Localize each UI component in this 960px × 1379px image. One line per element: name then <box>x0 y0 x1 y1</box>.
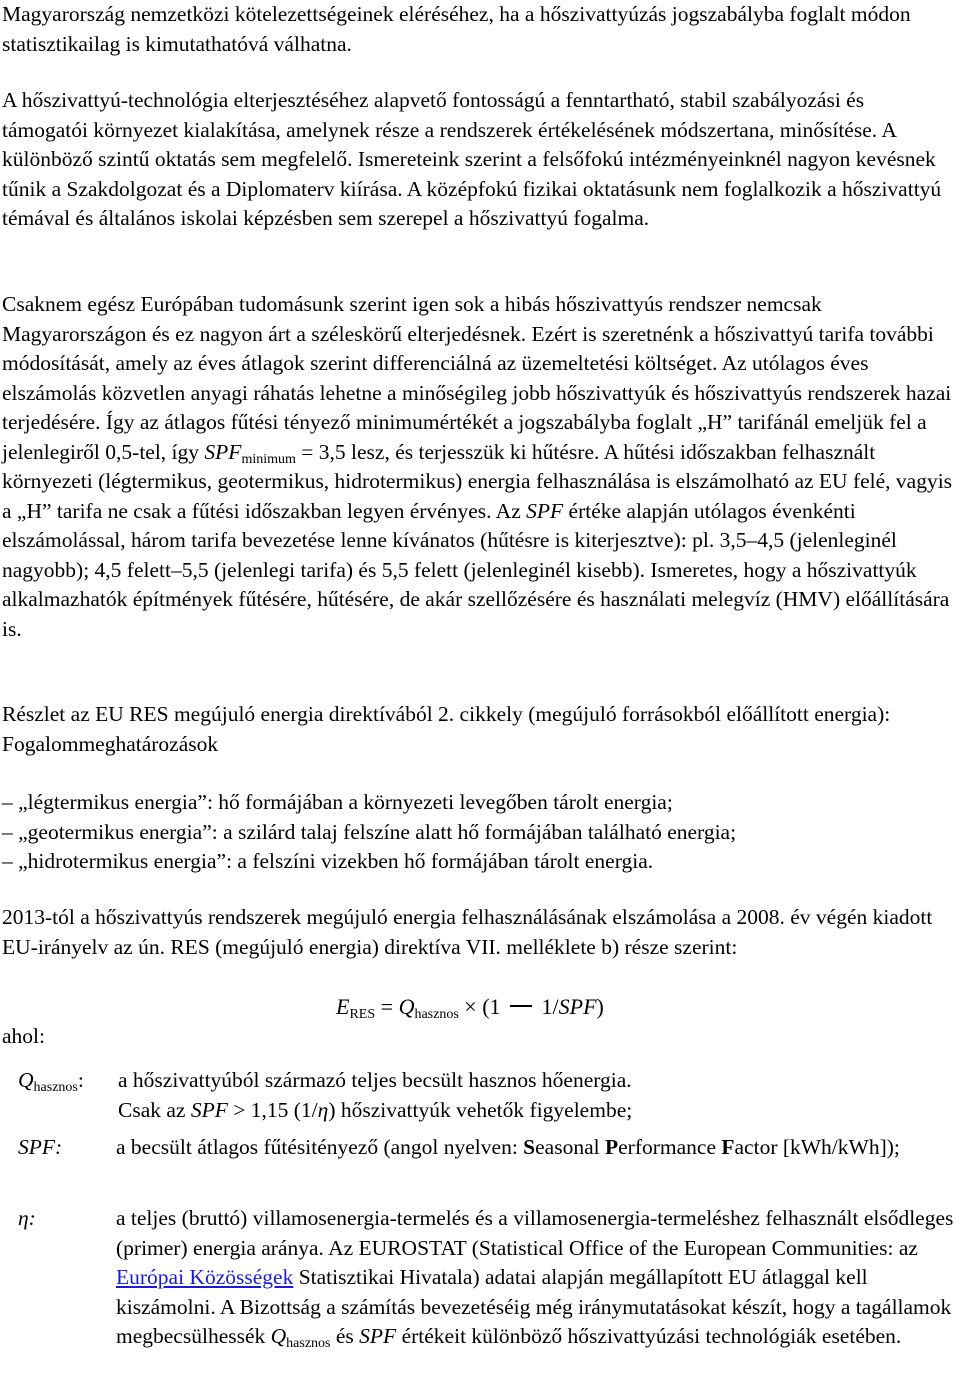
spf-text-d: actor [kWh/kWh]); <box>734 1135 900 1159</box>
paragraph-tariff <box>2 290 956 644</box>
formula-q-sub: hasznos <box>414 1007 459 1022</box>
tariff-text-b: = 3,5 lesz, és terjesszük ki hűtésre. A hűtési időszakban felhasznált környezeti (légtermikus, geotermikus, hidrotermikus) energia felhasználása is elszámolható az EU felé, vagyis a „H” tarifa ne csak a fűtési időszakban legyen érvényes. Az <box>2 439 953 523</box>
formula-e: E <box>336 994 350 1019</box>
eta-text-b: Statisztikai Hivatala) adatai alapján megállapított EU átlaggal kell kiszámolni. A Bizottság a számítás bevezetéséig még iránymutatásokat készít, hogy a tagállamok megbecsülhessék <box>116 1265 952 1348</box>
minus-sign <box>510 1005 532 1007</box>
definition-q-line2 <box>118 1096 958 1126</box>
formula-e-sub: RES <box>349 1007 376 1022</box>
res-formula <box>336 992 604 1022</box>
spf-letter-s: S <box>523 1135 536 1159</box>
eta-q: Q <box>270 1324 287 1348</box>
spf-text-b: easonal <box>535 1135 605 1159</box>
paragraph-intro: Magyarország nemzetközi kötelezettségeinek eléréséhez, ha a hőszivattyúzás jogszabályba foglalt módon statisztikailag is kimutathatóvá válhatna. <box>2 2 911 56</box>
formula-times: × (1 <box>458 994 507 1019</box>
eta-spf: SPF <box>359 1324 397 1348</box>
q-line2-spf: SPF <box>190 1097 228 1122</box>
spf-subscript: minimum <box>241 451 296 467</box>
definition-q-line1: a hőszivattyúból származó teljes becsült hasznos hőenergia. <box>118 1068 632 1092</box>
term-eta-label: η: <box>18 1206 36 1230</box>
formula-spf: SPF <box>558 994 597 1019</box>
paragraph-res-accounting: 2013-tól a hőszivattyús rendszerek megújuló energia felhasználásának elszámolása a 2008. év végén kiadott EU-irányelv az ún. RES (megújuló energia) direktíva VII. melléklete b) része szerint: <box>2 905 933 959</box>
list-item: – „geotermikus energia”: a szilárd talaj felszíne alatt hő formájában található energia; <box>2 819 737 844</box>
tariff-text-a: Csaknem egész Európában tudomásunk szerint igen sok a hibás hőszivattyús rendszer nemcsak Magyarországon és ez nagyon árt a széleskörű elterjedésnek. Ezért is szeretnénk a hőszivattyú tarifa további módosítását, amely az éves átlagok szerint differenciálná az üzemeltetési költséget. Az utólagos éves elszámolás közvetlen anyagi ráhatás lehetne a minőségileg jobb hőszivattyúk és hőszivattyús rendszerek hazai terjedésére. Így az átlagos fűtési tényező minimumértékét a jogszabályba foglalt „H” tarifánál emeljük fel a jelenlegiről 0,5-tel, így <box>2 292 952 464</box>
eta-text-d: értékeit különböző hőszivattyúzási technológiák esetében. <box>396 1324 902 1348</box>
term-q-sub: hasznos <box>33 1080 78 1095</box>
spf-text-c: erformance <box>618 1135 722 1159</box>
term-eta <box>18 1204 36 1234</box>
directive-intro: Részlet az EU RES megújuló energia direktívából 2. cikkely (megújuló forrásokból előállított energia): <box>2 702 891 726</box>
eta-text-a: a teljes (bruttó) villamosenergia-termelés és a villamosenergia-termeléshez felhasznált elsődleges (primer) energia aránya. Az EUROSTAT (Statistical Office of the European Communities: az <box>116 1206 954 1260</box>
q-line2-eta: η <box>317 1097 329 1122</box>
term-spf <box>18 1133 62 1163</box>
term-q-hasznos <box>18 1066 84 1096</box>
spf-letter-p: P <box>604 1135 619 1159</box>
definition-eta <box>116 1204 956 1352</box>
formula-close: ) <box>596 994 604 1019</box>
ahol-label: ahol: <box>2 1024 45 1048</box>
formula-rest: 1/ <box>536 994 559 1019</box>
eta-q-sub: hasznos <box>286 1336 331 1351</box>
tariff-text-c: értéke alapján utólagos évenkénti elszámolással, három tarifa bevezetése lenne kívánatos (hűtésre is kiterjesztve): pl. 3,5–4,5 (jelenleginél nagyobb); 4,5 felett–5,5 (jelenlegi tarifa) és 5,5 felett (jelenleginél kisebb). Ismeretes, hogy a hőszivattyúk alkalmazhatók építmények fűtésére, hűtésére, de akár szellőzésére és használati melegvíz (HMV) előállítására is. <box>2 498 950 641</box>
term-q: Q <box>18 1068 34 1092</box>
spf-letter-f: F <box>721 1135 735 1159</box>
spf-symbol: SPF <box>526 498 564 523</box>
definition-spf <box>116 1133 956 1163</box>
spf-text-a: a becsült átlagos fűtésitényező (angol nyelven: <box>116 1135 524 1159</box>
eu-communities-link[interactable]: Európai Közösségek <box>116 1265 294 1289</box>
q-line2-c: ) hőszivattyúk vehetők figyelembe; <box>328 1097 633 1122</box>
formula-eq: = <box>375 994 399 1019</box>
q-line2-b: > 1,15 (1/ <box>227 1097 318 1122</box>
directive-excerpt <box>2 700 956 759</box>
list-item: – „légtermikus energia”: hő formájában a környezeti levegőben tárolt energia; <box>2 790 673 814</box>
term-spf-label: SPF: <box>18 1135 63 1159</box>
definition-q-hasznos <box>118 1066 958 1125</box>
spf-symbol: SPF <box>204 439 242 464</box>
term-q-colon: : <box>77 1068 84 1092</box>
eta-text-c: és <box>330 1324 360 1348</box>
q-line2-a: Csak az <box>118 1097 191 1122</box>
paragraph-technology: A hőszivattyú-technológia elterjesztéséhez alapvető fontosságú a fenntartható, stabil szabályozási és támogatói környezet kialakítása, amelynek része a rendszerek értékelésének módszertana, minősítése. A különböző szintű oktatás sem megfelelő. Ismereteink szerint a felsőfokú intézményeinknél nagyon kevésnek tűnik a Szakdolgozat és a Diplomaterv kiírása. A középfokú fizikai oktatásunk nem foglalkozik a hőszivattyú témával és általános iskolai képzésben sem szerepel a hőszivattyú fogalma. <box>2 88 942 230</box>
formula-q: Q <box>398 994 415 1019</box>
definitions-list <box>2 788 952 877</box>
list-item: – „hidrotermikus energia”: a felszíni vizekben hő formájában tárolt energia. <box>2 849 654 873</box>
definitions-heading: Fogalommeghatározások <box>2 731 219 756</box>
